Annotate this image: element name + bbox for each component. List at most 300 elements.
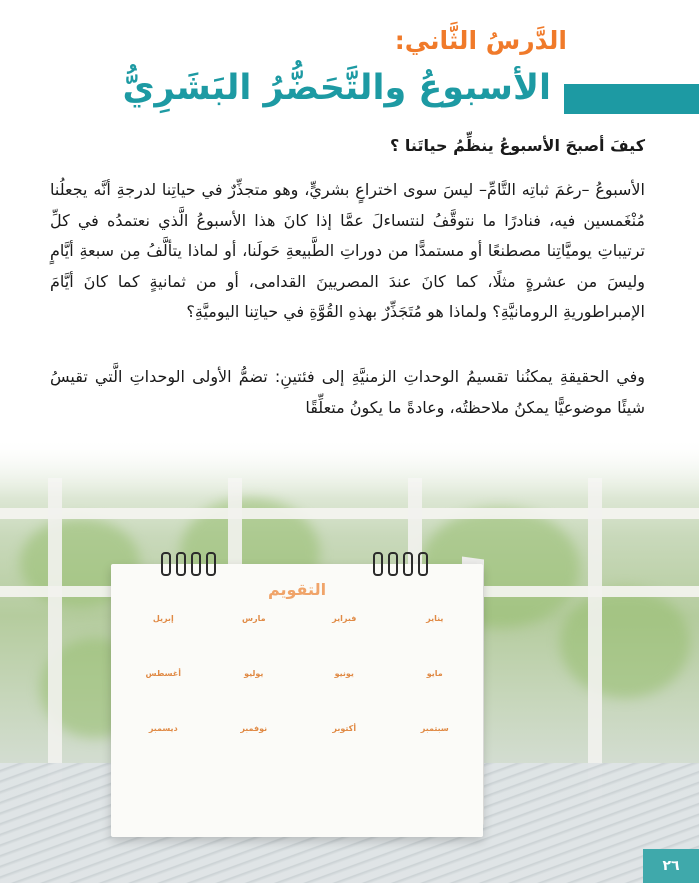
calendar-day <box>329 639 338 645</box>
calendar-month-name: يونيو <box>334 669 354 678</box>
calendar-day <box>127 701 136 707</box>
calendar-day <box>361 625 370 631</box>
paragraph-2: وفي الحقيقةِ يمكنُنا تقسيمُ الوحداتِ الزمنيَّةِ إلى فئتينِ: تضمُّ الأولى الوحداتِ الَّتي تقيسُ شيئًا موضوعيًّا يمكنُ ملاحظتُه، وعادةً ما يكونُ متعلِّقًا <box>50 367 645 417</box>
calendar-day <box>361 742 370 748</box>
calendar-day <box>281 735 290 741</box>
calendar-day <box>409 646 418 652</box>
calendar-day <box>218 749 227 755</box>
calendar-day <box>271 632 280 638</box>
calendar-day <box>191 749 200 755</box>
calendar-day <box>452 632 461 638</box>
calendar-day <box>441 653 450 659</box>
calendar-month <box>127 614 200 659</box>
calendar-day <box>228 749 237 755</box>
calendar-day <box>159 742 168 748</box>
calendar-day <box>399 708 408 714</box>
calendar-day <box>319 653 328 659</box>
calendar-day <box>372 680 381 686</box>
calendar-day <box>351 625 360 631</box>
calendar-day <box>271 639 280 645</box>
calendar-day <box>148 708 157 714</box>
calendar-day <box>138 680 147 686</box>
calendar-day <box>452 680 461 686</box>
calendar-day <box>249 694 258 700</box>
calendar-day <box>329 646 338 652</box>
calendar-day <box>271 653 280 659</box>
calendar-day <box>239 756 248 762</box>
calendar-day <box>351 742 360 748</box>
calendar-day <box>399 632 408 638</box>
calendar-day-grid <box>399 680 472 714</box>
calendar-day <box>452 625 461 631</box>
calendar-day <box>138 625 147 631</box>
calendar-day <box>281 653 290 659</box>
calendar-day <box>159 632 168 638</box>
calendar-day <box>430 694 439 700</box>
calendar-day <box>159 701 168 707</box>
calendar-day <box>372 735 381 741</box>
calendar-day <box>170 749 179 755</box>
calendar-day <box>228 632 237 638</box>
calendar-day <box>430 742 439 748</box>
calendar-day <box>170 756 179 762</box>
calendar-month <box>308 614 381 659</box>
calendar-day <box>319 756 328 762</box>
calendar-day <box>180 708 189 714</box>
calendar-day <box>127 735 136 741</box>
calendar-day <box>372 708 381 714</box>
calendar-day <box>281 708 290 714</box>
calendar-day <box>361 639 370 645</box>
calendar-day <box>239 632 248 638</box>
calendar-day <box>271 694 280 700</box>
calendar-day <box>361 763 370 769</box>
calendar-day <box>409 680 418 686</box>
calendar-day <box>127 742 136 748</box>
calendar-day <box>340 632 349 638</box>
calendar-day <box>170 708 179 714</box>
calendar-day <box>430 646 439 652</box>
calendar-day <box>452 653 461 659</box>
calendar-day <box>329 756 338 762</box>
calendar-day <box>170 653 179 659</box>
calendar-day <box>308 708 317 714</box>
calendar-month-name: أغسطس <box>145 669 181 678</box>
calendar-day <box>351 680 360 686</box>
calendar-day <box>441 680 450 686</box>
calendar-day <box>127 625 136 631</box>
calendar-day <box>271 756 280 762</box>
calendar-month <box>399 724 472 769</box>
calendar-day <box>180 653 189 659</box>
calendar-day <box>420 756 429 762</box>
calendar-day <box>159 735 168 741</box>
calendar-day <box>430 653 439 659</box>
calendar-day <box>260 763 269 769</box>
calendar-day <box>260 646 269 652</box>
calendar-day <box>249 763 258 769</box>
calendar-day <box>127 749 136 755</box>
calendar-month-name: إبريل <box>152 614 174 623</box>
calendar-day <box>399 735 408 741</box>
calendar-day <box>138 694 147 700</box>
calendar-day <box>159 708 168 714</box>
calendar-months <box>127 614 471 769</box>
calendar-day <box>351 639 360 645</box>
calendar-day <box>228 687 237 693</box>
calendar-day <box>281 742 290 748</box>
calendar-day <box>430 756 439 762</box>
calendar-day <box>420 742 429 748</box>
calendar-day <box>441 639 450 645</box>
calendar-photo <box>0 438 699 883</box>
calendar-day <box>228 763 237 769</box>
calendar-day <box>351 763 360 769</box>
calendar-day <box>441 742 450 748</box>
calendar-day <box>191 701 200 707</box>
calendar-day <box>351 701 360 707</box>
calendar-day <box>452 701 461 707</box>
calendar-day <box>351 646 360 652</box>
calendar-day <box>452 639 461 645</box>
calendar-day <box>452 742 461 748</box>
calendar-day <box>409 694 418 700</box>
calendar-day <box>319 639 328 645</box>
calendar-day <box>138 653 147 659</box>
calendar-day <box>218 701 227 707</box>
calendar-day <box>180 632 189 638</box>
calendar-day <box>239 735 248 741</box>
calendar-day <box>180 742 189 748</box>
calendar-day <box>351 653 360 659</box>
calendar-day <box>441 694 450 700</box>
calendar-day <box>281 646 290 652</box>
calendar-day-grid <box>308 680 381 714</box>
calendar-day <box>409 742 418 748</box>
calendar-day <box>340 701 349 707</box>
calendar-day <box>319 763 328 769</box>
calendar-day <box>218 639 227 645</box>
calendar-day <box>372 742 381 748</box>
calendar-day <box>239 653 248 659</box>
calendar-day <box>249 687 258 693</box>
calendar-day <box>159 756 168 762</box>
calendar-day <box>319 735 328 741</box>
calendar-day <box>329 735 338 741</box>
calendar-day <box>218 763 227 769</box>
calendar-month <box>127 669 200 714</box>
calendar-day <box>148 646 157 652</box>
calendar-day-grid <box>218 735 291 769</box>
calendar-day <box>159 646 168 652</box>
calendar-day <box>340 742 349 748</box>
calendar-day-grid <box>127 680 200 714</box>
calendar-day <box>372 625 381 631</box>
calendar-day <box>159 694 168 700</box>
calendar-day <box>452 708 461 714</box>
calendar-day <box>170 687 179 693</box>
calendar-day <box>271 742 280 748</box>
calendar-day <box>249 639 258 645</box>
calendar-day <box>159 625 168 631</box>
calendar-day <box>148 756 157 762</box>
calendar-day <box>420 680 429 686</box>
calendar-day <box>462 625 471 631</box>
calendar-day <box>239 625 248 631</box>
calendar-day <box>191 646 200 652</box>
calendar-day <box>271 625 280 631</box>
calendar-day <box>170 625 179 631</box>
calendar-day <box>228 701 237 707</box>
calendar-day <box>180 680 189 686</box>
calendar-day <box>361 749 370 755</box>
calendar-day <box>138 639 147 645</box>
calendar-day <box>180 756 189 762</box>
calendar-day <box>170 742 179 748</box>
lesson-label: الدَّرسُ الثَّاني: <box>394 26 567 55</box>
calendar-day <box>148 763 157 769</box>
calendar-day <box>218 756 227 762</box>
calendar-day <box>159 653 168 659</box>
calendar-day <box>372 632 381 638</box>
calendar-day <box>228 694 237 700</box>
calendar-day <box>308 646 317 652</box>
calendar-day <box>409 687 418 693</box>
calendar-day <box>372 639 381 645</box>
calendar-day <box>239 687 248 693</box>
calendar-day <box>228 680 237 686</box>
calendar-day <box>452 735 461 741</box>
calendar-day <box>340 763 349 769</box>
calendar-month-name: أكتوبر <box>332 724 357 733</box>
calendar-day <box>308 701 317 707</box>
calendar-day <box>159 687 168 693</box>
calendar-day <box>372 687 381 693</box>
calendar-day <box>308 625 317 631</box>
calendar-day <box>191 756 200 762</box>
calendar-day <box>260 639 269 645</box>
calendar-day <box>409 639 418 645</box>
calendar-day <box>218 632 227 638</box>
calendar-day <box>281 694 290 700</box>
calendar-month <box>308 724 381 769</box>
calendar-day-grid <box>399 625 472 659</box>
calendar-day <box>340 756 349 762</box>
calendar-day <box>180 639 189 645</box>
calendar-month-name: نوفمبر <box>240 724 268 733</box>
calendar-day <box>372 763 381 769</box>
calendar-day <box>180 646 189 652</box>
calendar-day <box>319 749 328 755</box>
calendar-day <box>249 701 258 707</box>
calendar-day <box>441 625 450 631</box>
calendar-day <box>430 763 439 769</box>
calendar-day <box>148 742 157 748</box>
calendar-day <box>441 701 450 707</box>
calendar-day <box>180 694 189 700</box>
calendar-day <box>159 680 168 686</box>
calendar-day <box>372 653 381 659</box>
calendar-month-name: سبتمبر <box>420 724 449 733</box>
calendar-day <box>441 749 450 755</box>
calendar-day <box>239 708 248 714</box>
calendar-day <box>127 646 136 652</box>
calendar-day <box>351 756 360 762</box>
calendar-day <box>462 639 471 645</box>
calendar-day <box>462 735 471 741</box>
calendar-day <box>462 742 471 748</box>
calendar-day <box>138 735 147 741</box>
calendar-day <box>148 632 157 638</box>
calendar-day <box>148 735 157 741</box>
binder-rings-left <box>161 552 216 576</box>
calendar-day <box>372 756 381 762</box>
calendar-day <box>127 708 136 714</box>
calendar-day <box>191 694 200 700</box>
calendar-day <box>319 687 328 693</box>
calendar-day <box>249 749 258 755</box>
calendar-day <box>308 687 317 693</box>
calendar-day <box>441 735 450 741</box>
calendar-day <box>399 639 408 645</box>
calendar-day-grid <box>127 735 200 769</box>
calendar-day <box>127 687 136 693</box>
calendar-day <box>191 625 200 631</box>
calendar-day-grid <box>127 625 200 659</box>
calendar-day <box>170 763 179 769</box>
calendar-day <box>399 763 408 769</box>
calendar-day <box>218 687 227 693</box>
calendar-day <box>218 646 227 652</box>
calendar-day <box>340 653 349 659</box>
calendar-day <box>441 687 450 693</box>
calendar-day <box>148 701 157 707</box>
calendar-day <box>441 708 450 714</box>
calendar-day <box>191 735 200 741</box>
title-accent-bar <box>564 84 699 114</box>
calendar-day <box>239 749 248 755</box>
calendar-day <box>308 653 317 659</box>
calendar-day <box>319 742 328 748</box>
calendar-day <box>218 625 227 631</box>
calendar-day <box>420 694 429 700</box>
calendar-day <box>361 694 370 700</box>
calendar-day <box>452 749 461 755</box>
calendar-day-grid <box>399 735 472 769</box>
calendar-day <box>148 639 157 645</box>
calendar-day <box>430 625 439 631</box>
calendar-day <box>127 653 136 659</box>
calendar-day <box>361 756 370 762</box>
calendar-day <box>239 763 248 769</box>
calendar-month-name: ديسمبر <box>148 724 178 733</box>
calendar-day <box>430 735 439 741</box>
calendar-day <box>228 646 237 652</box>
calendar-day <box>271 735 280 741</box>
calendar-day <box>260 632 269 638</box>
calendar-day <box>218 742 227 748</box>
calendar-day <box>249 756 258 762</box>
calendar-day <box>308 632 317 638</box>
calendar-day <box>228 756 237 762</box>
calendar-day <box>351 687 360 693</box>
calendar-day <box>409 653 418 659</box>
calendar-day <box>361 632 370 638</box>
calendar-day <box>329 687 338 693</box>
calendar-day <box>127 639 136 645</box>
calendar-day <box>351 735 360 741</box>
calendar-day <box>340 680 349 686</box>
calendar-day <box>441 756 450 762</box>
calendar-day <box>329 701 338 707</box>
calendar-day <box>361 701 370 707</box>
calendar-day <box>372 646 381 652</box>
calendar-day <box>271 749 280 755</box>
calendar-day <box>260 680 269 686</box>
calendar-day <box>340 625 349 631</box>
calendar-day <box>372 749 381 755</box>
calendar-day <box>462 680 471 686</box>
calendar-day <box>430 701 439 707</box>
calendar-day <box>399 742 408 748</box>
calendar-day <box>180 701 189 707</box>
calendar-day <box>329 694 338 700</box>
calendar-day <box>340 646 349 652</box>
calendar-day <box>462 653 471 659</box>
calendar-day <box>462 749 471 755</box>
calendar-day <box>281 680 290 686</box>
calendar-month <box>399 614 472 659</box>
calendar-day <box>281 756 290 762</box>
calendar-day <box>361 687 370 693</box>
calendar-day <box>127 632 136 638</box>
calendar-day <box>441 646 450 652</box>
calendar-day <box>281 632 290 638</box>
calendar-day <box>409 701 418 707</box>
calendar-day <box>170 694 179 700</box>
calendar-day <box>218 694 227 700</box>
calendar-day <box>239 701 248 707</box>
calendar-day <box>430 680 439 686</box>
calendar-day <box>329 653 338 659</box>
calendar-day <box>452 694 461 700</box>
calendar-day <box>319 625 328 631</box>
calendar-day <box>430 632 439 638</box>
calendar-day <box>228 708 237 714</box>
section-question: كيفَ أصبحَ الأسبوعُ ينظِّمُ حياتَنا ؟ <box>390 136 645 155</box>
calendar-day <box>191 632 200 638</box>
calendar-day <box>249 646 258 652</box>
calendar-day <box>228 653 237 659</box>
calendar-day <box>399 646 408 652</box>
calendar-day <box>452 687 461 693</box>
calendar-month-name: مارس <box>241 614 266 623</box>
calendar-day <box>271 680 280 686</box>
calendar-day <box>127 694 136 700</box>
calendar-day <box>127 763 136 769</box>
calendar-day <box>191 687 200 693</box>
calendar-day <box>159 763 168 769</box>
calendar-day <box>462 763 471 769</box>
calendar-day <box>249 653 258 659</box>
calendar-day <box>308 749 317 755</box>
calendar-day <box>148 687 157 693</box>
calendar-month <box>218 669 291 714</box>
calendar-day <box>138 646 147 652</box>
calendar-day <box>399 701 408 707</box>
calendar-day <box>409 632 418 638</box>
calendar-day <box>148 749 157 755</box>
